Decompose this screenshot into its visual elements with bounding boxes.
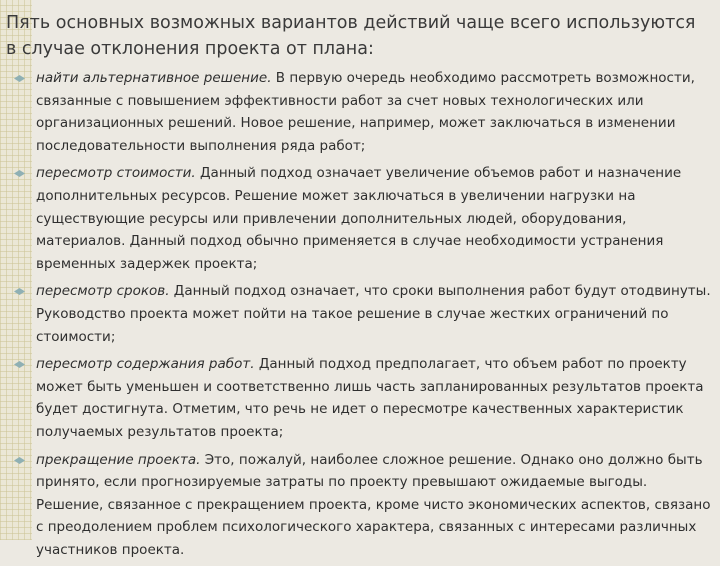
list-item bbox=[0, 280, 712, 348]
list-item-text: В первую очередь необходимо рассмотреть возможности, связанные с повышением эффективности работ за счет новых технологических или организационных решений. Новое решение, например, может заключаться в изменении последовательности выполнения ряда работ; bbox=[36, 70, 695, 154]
options-list bbox=[0, 67, 712, 566]
list-item-term: найти альтернативное решение. bbox=[36, 70, 272, 86]
list-item bbox=[0, 449, 712, 562]
diamond-bullet-icon bbox=[14, 457, 25, 464]
list-item-term: прекращение проекта. bbox=[36, 451, 201, 468]
list-item bbox=[0, 67, 712, 157]
list-item-term: пересмотр сроков. bbox=[36, 283, 170, 300]
list-item-text: Данный подход предполагает, что объем работ по проекту может быть уменьшен и соответственно лишь часть запланированных результатов проекта будет достигнута. Отметим, что речь не идет о пересмотре качественных характеристик получаемых результатов проекта; bbox=[36, 356, 704, 440]
list-item-term: пересмотр стоимости. bbox=[36, 165, 196, 182]
slide-title: Пять основных возможных вариантов действий чаще всего используются в случае отклонения проекта от плана: bbox=[6, 13, 696, 59]
list-item-text: Это, пожалуй, наиболее сложное решение. Однако оно должно быть принято, если прогнозируемые затраты по проекту превышают ожидаемые выгоды. Решение, связанное с прекращением проекта, кроме чисто экономических аспектов, связано с преодолением проблем психологического характера, связанных с интересами различных участников проекта. bbox=[36, 451, 711, 558]
diamond-bullet-icon bbox=[14, 361, 25, 368]
diamond-bullet-icon bbox=[14, 288, 25, 295]
list-item-text: Данный подход означает увеличение объемов работ и назначение дополнительных ресурсов. Решение может заключаться в увеличении нагрузки на существующие ресурсы или привлечении дополнительных людей, оборудования, материалов. Данный подход обычно применяется в случае необходимости устранения временных задержек проекта; bbox=[36, 165, 682, 272]
list-item-term: пересмотр содержания работ. bbox=[36, 356, 255, 373]
diamond-bullet-icon bbox=[14, 170, 25, 177]
list-item bbox=[0, 162, 712, 275]
diamond-bullet-icon bbox=[14, 75, 25, 82]
list-item-text: Данный подход означает, что сроки выполнения работ будут отодвинуты. Руководство проекта может пойти на такое решение в случае жестких ограничений по стоимости; bbox=[36, 283, 711, 345]
list-item bbox=[0, 353, 712, 443]
